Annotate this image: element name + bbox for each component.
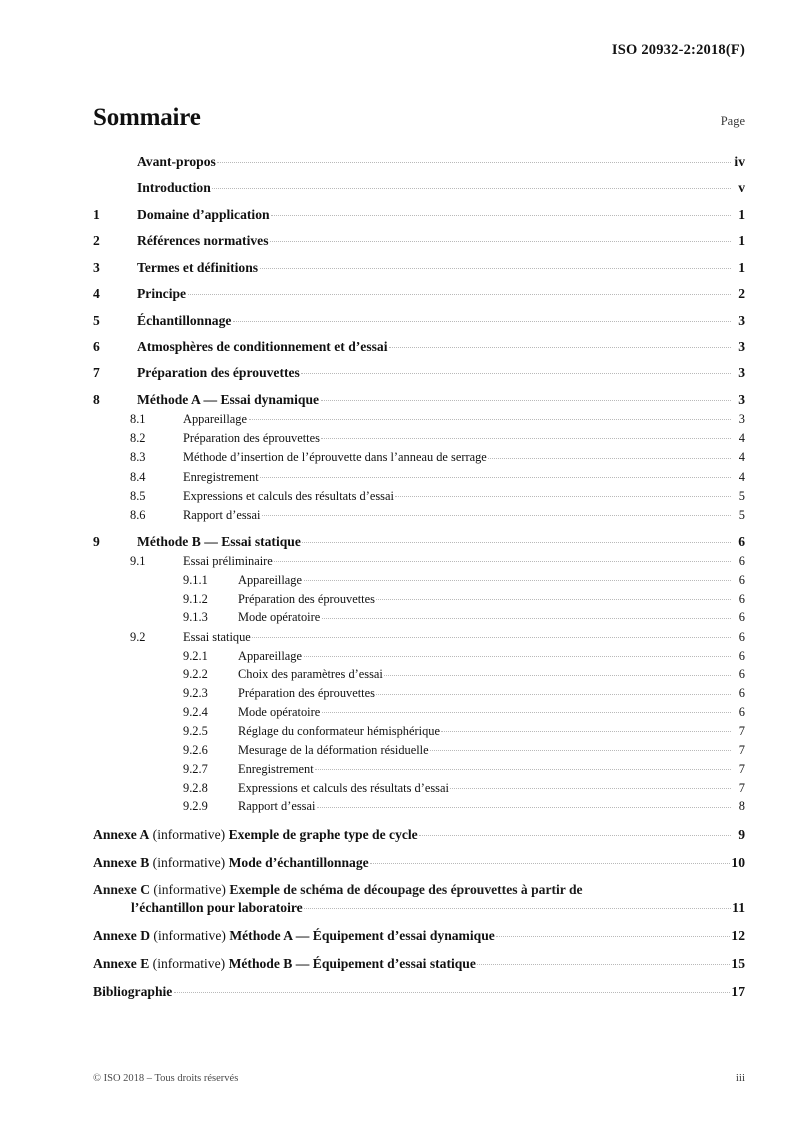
dot-leader [233,311,731,325]
folio-number: iii [735,1072,745,1084]
dot-leader [488,449,730,461]
dot-leader [252,628,730,640]
toc-entry-page-number: 3 [738,391,745,407]
toc-entry[interactable] [93,590,745,607]
toc-entry-number: 3 [93,259,100,275]
toc-entry[interactable] [93,704,745,721]
toc-entry-label: Préparation des éprouvettes [238,591,375,606]
dot-leader [315,760,730,772]
toc-annex-entry[interactable] [93,955,745,973]
toc-entry-page-number: 1 [738,233,745,249]
toc-entry-label: Enregistrement [183,469,259,484]
toc-annex-entry[interactable] [93,853,745,871]
toc-entry[interactable] [93,723,745,740]
toc-entry-page-number: 6 [738,591,745,606]
annex-tag: Annexe D [93,928,151,944]
toc-entry[interactable] [93,685,745,702]
annex-title-continued: l’échantillon pour laboratoire [131,900,303,916]
toc-entry-page-number: 9 [738,826,745,842]
dot-leader [274,552,730,564]
toc-entry-number: 9.2.6 [183,742,208,757]
dot-leader [188,284,731,298]
page-footer [93,1072,745,1084]
dot-leader [304,571,731,583]
toc-entry-label: Appareillage [238,572,302,587]
toc-entry-label: Méthode d’insertion de l’éprouvette dans l’anneau de serrage [183,450,487,465]
toc-entry-number: 9.2.9 [183,799,208,814]
toc-entry-label: Enregistrement [238,761,314,776]
toc-entry[interactable] [93,779,745,796]
toc-entry-page-number: 7 [738,780,745,795]
toc-entry-number: 9.1.1 [183,572,208,587]
annex-title: Méthode B — Équipement d’essai statique [228,956,476,972]
toc-entry-label: Introduction [137,180,211,196]
annex-kind: (informative) [149,956,229,972]
toc-entry-number: 5 [93,312,100,328]
toc-title-row [93,104,745,132]
toc-entry-label: Rapport d’essai [238,799,316,814]
toc-entry-label: Termes et définitions [137,259,259,275]
toc-entry-number: 4 [93,286,100,302]
dot-leader [321,390,731,404]
toc-entry-label: Réglage du conformateur hémisphérique [238,723,440,738]
toc-entry-page-number: 7 [738,761,745,776]
annex-tag: Annexe E [93,956,150,972]
toc-entry-page-number: 5 [738,488,745,503]
toc-entry[interactable] [93,647,745,664]
toc-entry-number: 9.2.1 [183,648,208,663]
toc-entry-page-number: 8 [738,799,745,814]
toc-entry-number: 8.3 [130,450,146,465]
toc-entry[interactable] [93,532,745,550]
dot-leader [496,927,730,941]
dot-leader [395,487,730,499]
toc-entry-number: 9.2.2 [183,667,208,682]
toc-entry-label: Essai préliminaire [183,553,273,568]
annex-kind: (informative) [150,928,230,944]
toc-entry-number: 9.2.8 [183,780,208,795]
dot-leader [302,532,730,546]
annex-title: Exemple de schéma de découpage des éprouvettes à partir de [229,882,583,898]
toc-entry-page-number: 7 [738,742,745,757]
toc-entry[interactable] [93,284,745,302]
dot-leader [322,609,731,621]
toc-entry-label: Méthode B — Essai statique [137,534,301,550]
toc-entry[interactable] [93,178,745,196]
toc-entry-label: Appareillage [183,411,247,426]
toc-entry-label: Préparation des éprouvettes [183,431,320,445]
toc-entry-page-number: 6 [738,705,745,720]
toc-entry[interactable] [93,628,745,645]
document-reference-header: ISO 20932-2:2018(F) [611,42,745,58]
dot-leader [260,468,730,480]
toc-entry-page-number: 6 [738,572,745,587]
toc-entry[interactable] [93,666,745,683]
dot-leader [322,704,731,716]
toc-entry-number: 2 [93,233,100,249]
toc-entry[interactable] [93,258,745,276]
dot-leader [376,685,730,697]
toc-entry-label: Appareillage [238,648,302,663]
toc-entry-page-number: 4 [738,431,745,445]
toc-entry-label: Rapport d’essai [183,508,261,523]
toc-entry-page-number: v [738,180,745,196]
toc-entry-label: Domaine d’application [137,206,270,222]
dot-leader [249,410,731,422]
toc-entry-page-number: 11 [732,900,745,916]
toc-entry-label: Principe [137,286,187,302]
toc-entry-page-number: 5 [738,508,745,523]
annex-tag: Annexe B [93,854,150,870]
toc-entry-number: 9.1.3 [183,610,208,625]
toc-entry-page-number: iv [734,153,745,169]
toc-entry[interactable] [93,410,745,427]
toc-entry-page-number: 15 [731,956,745,972]
toc-entry-page-number: 17 [731,984,745,1000]
annex-kind: (informative) [149,854,229,870]
annex-title: Méthode A — Équipement d’essai dynamique [229,928,495,944]
toc-entry[interactable] [93,205,745,223]
toc-annex-entry[interactable] [93,983,745,1001]
annex-label-group [93,927,495,944]
toc-entry[interactable] [93,152,745,170]
dot-leader [260,258,731,272]
toc-entry-page-number: 3 [738,338,745,354]
toc-entry-number: 6 [93,338,100,354]
annex-title: Mode d’échantillonnage [228,854,369,870]
toc-entry-page-number: 4 [738,469,745,484]
toc-entry-number: 9.2 [130,629,146,644]
dot-leader [477,955,730,969]
toc-entry[interactable] [93,390,745,408]
toc-entry-number: 8.2 [130,431,146,445]
toc-entry[interactable] [93,507,745,524]
toc-entry-page-number: 6 [738,686,745,701]
toc-entry-page-number: 1 [738,206,745,222]
annex-label-group [93,983,172,1000]
toc-entry[interactable] [93,760,745,777]
dot-leader [441,723,730,735]
toc-entry-page-number: 6 [738,648,745,663]
toc-entry[interactable] [93,449,745,466]
page-title: Sommaire [93,104,201,131]
annex-tag: Bibliographie [93,984,173,1000]
dot-leader [217,152,730,166]
toc-entry-page-number: 12 [731,928,745,944]
toc-entry-number: 7 [93,365,100,381]
toc-entry-number: 9 [93,534,100,550]
toc-entry[interactable] [93,311,745,329]
toc-entry[interactable] [93,741,745,758]
toc-entry-page-number: 6 [738,553,745,568]
toc-entry-page-number: 6 [738,667,745,682]
toc-entry-label: Expressions et calculs des résultats d’essai [183,488,394,503]
dot-leader [321,430,730,442]
dot-leader [430,741,730,753]
dot-leader [376,590,730,602]
toc-entry-page-number: 7 [738,723,745,738]
dot-leader [270,231,731,245]
toc-entry[interactable] [93,468,745,485]
toc-entry[interactable] [93,487,745,504]
annex-kind: (informative) [149,826,229,842]
toc-annex-entry[interactable] [93,927,745,945]
toc-entry-page-number: 6 [738,534,745,550]
toc-entry-page-number: 4 [738,450,745,465]
dot-leader [174,983,730,997]
annex-label-group [93,955,476,972]
toc-entry-number: 9.2.7 [183,761,208,776]
dot-leader [370,853,730,867]
toc-entry[interactable] [93,798,745,815]
toc-entry-number: 9.2.5 [183,723,208,738]
toc-annex-entry[interactable] [93,825,745,843]
dot-leader [304,647,731,659]
toc-entry-page-number: 1 [738,259,745,275]
dot-leader [304,899,730,913]
dot-leader [317,798,731,810]
annex-title: Exemple de graphe type de cycle [228,826,418,842]
dot-leader [450,779,730,791]
toc-entry[interactable] [93,571,745,588]
toc-entry[interactable] [93,609,745,626]
dot-leader [262,507,731,519]
toc-entry-number: 8 [93,391,100,407]
annex-label-group [93,826,418,843]
toc-entry[interactable] [93,231,745,249]
toc-entry-number: 1 [93,206,100,222]
toc-entry-page-number: 3 [738,365,745,381]
toc-entry-label: Mode opératoire [238,610,321,625]
toc-entry-label: Échantillonnage [137,312,232,328]
toc-entry[interactable] [93,552,745,569]
dot-leader [419,825,730,839]
toc-entry-label: Choix des paramètres d’essai [238,667,383,682]
toc-entry-number: 8.1 [130,411,146,426]
toc-entry-number: 8.5 [130,488,146,503]
toc-entry-label: Références normatives [137,233,269,249]
toc-entry-label: Préparation des éprouvettes [238,686,375,701]
annex-kind: (informative) [150,882,230,898]
toc-entry-page-number: 6 [738,629,745,644]
annex-tag: Annexe A [93,826,150,842]
toc-entry[interactable] [93,364,745,382]
dot-leader [389,337,731,351]
toc-entry-label: Préparation des éprouvettes [137,365,300,381]
toc-entry-label: Mesurage de la déformation résiduelle [238,742,429,757]
table-of-contents [93,152,745,1001]
toc-entry-label: Expressions et calculs des résultats d’essai [238,780,449,795]
copyright-notice: © ISO 2018 – Tous droits réservés [93,1073,239,1084]
annex-label-group [93,854,369,871]
toc-entry-page-number: 6 [738,610,745,625]
dot-leader [271,205,730,219]
toc-entry-label: Avant-propos [137,153,216,169]
toc-entry-page-number: 3 [738,411,745,426]
dot-leader [384,666,730,678]
toc-entry-label: Atmosphères de conditionnement et d’essai [137,338,388,354]
toc-entry-number: 8.6 [130,508,146,523]
toc-entry-page-number: 3 [738,312,745,328]
toc-entry-number: 9.2.4 [183,705,208,720]
dot-leader [212,178,730,192]
toc-entry-label: Mode opératoire [238,705,321,720]
toc-entry-number: 9.1.2 [183,591,208,606]
toc-entry[interactable] [93,430,745,447]
toc-entry-number: 9.2.3 [183,686,208,701]
annex-tag: Annexe C [93,882,151,898]
toc-entry-label: Essai statique [183,629,251,644]
page-column-label: Page [720,114,745,128]
toc-entry-number: 9.1 [130,553,146,568]
toc-entry[interactable] [93,337,745,355]
toc-entry-page-number: 2 [738,286,745,302]
dot-leader [301,364,730,378]
toc-annex-entry[interactable] [93,881,745,916]
toc-entry-number: 8.4 [130,469,146,484]
toc-entry-label: Méthode A — Essai dynamique [137,391,320,407]
toc-entry-page-number: 10 [731,854,745,870]
